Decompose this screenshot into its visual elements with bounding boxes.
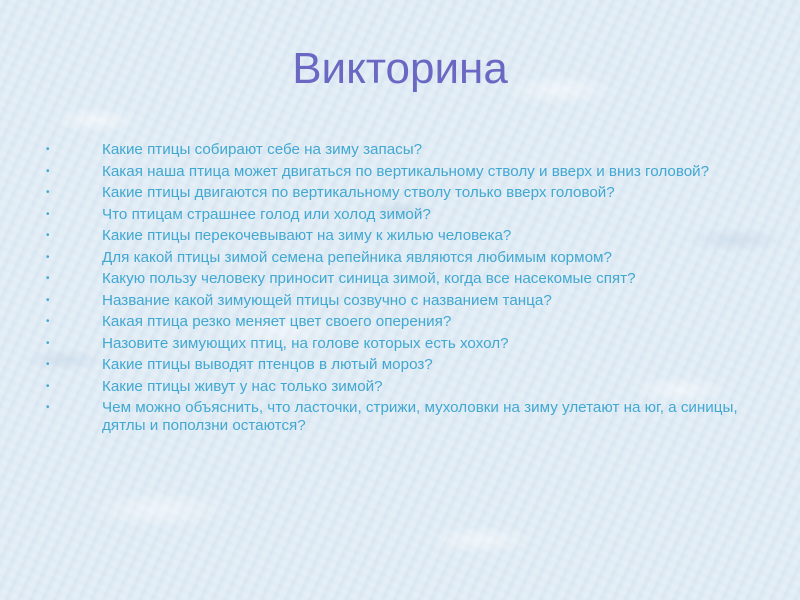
bullet-icon: • xyxy=(46,402,50,413)
bullet-icon: • xyxy=(46,380,50,392)
bullet-icon: • xyxy=(46,316,50,327)
question-text: Какую пользу человеку приносит синица зимой, когда все насекомые спят? xyxy=(102,270,636,287)
bullet-icon: • xyxy=(46,294,50,306)
bullet-icon: • xyxy=(46,359,50,370)
list-item xyxy=(46,227,766,245)
list-item xyxy=(46,249,766,267)
question-text: Какие птицы перекочевывают на зиму к жилью человека? xyxy=(102,227,512,244)
list-item xyxy=(46,141,766,159)
slide-title: Викторина xyxy=(292,44,508,93)
bullet-icon: • xyxy=(46,251,50,263)
bullet-icon: • xyxy=(46,144,50,155)
quiz-question-list xyxy=(46,141,766,438)
list-item xyxy=(46,292,766,310)
list-item xyxy=(46,206,766,224)
question-text: Какие птицы двигаются по вертикальному стволу только вверх головой? xyxy=(102,184,615,201)
question-text: Назовите зимующих птиц, на голове которых есть хохол? xyxy=(102,334,509,352)
question-text: Что птицам страшнее голод или холод зимой? xyxy=(102,205,431,223)
bullet-icon: • xyxy=(46,337,50,349)
question-text: Название какой зимующей птицы созвучно с названием танца? xyxy=(102,291,552,309)
question-text: Какая наша птица может двигаться по вертикальному стволу и вверх и вниз головой? xyxy=(102,162,710,180)
bullet-icon: • xyxy=(46,273,50,284)
question-text: Какая птица резко меняет цвет своего оперения? xyxy=(102,313,452,330)
list-item xyxy=(46,313,766,331)
question-text: Какие птицы собирают себе на зиму запасы? xyxy=(102,141,423,158)
list-item xyxy=(46,184,766,202)
list-item xyxy=(46,163,766,181)
list-item xyxy=(46,335,766,353)
list-item xyxy=(46,399,766,434)
bullet-icon: • xyxy=(46,208,50,220)
question-text: Для какой птицы зимой семена репейника являются любимым кормом? xyxy=(102,248,612,266)
question-text: Какие птицы выводят птенцов в лютый мороз? xyxy=(102,356,433,373)
bullet-icon: • xyxy=(46,230,50,241)
question-text: Какие птицы живут у нас только зимой? xyxy=(102,377,383,395)
list-item xyxy=(46,378,766,396)
bullet-icon: • xyxy=(46,165,50,177)
list-item xyxy=(46,356,766,374)
bullet-icon: • xyxy=(46,187,50,198)
list-item xyxy=(46,270,766,288)
question-text: Чем можно объяснить, что ласточки, стрижи, мухоловки на зиму улетают на юг, а синицы, дятлы и поползни остаются? xyxy=(102,399,738,434)
